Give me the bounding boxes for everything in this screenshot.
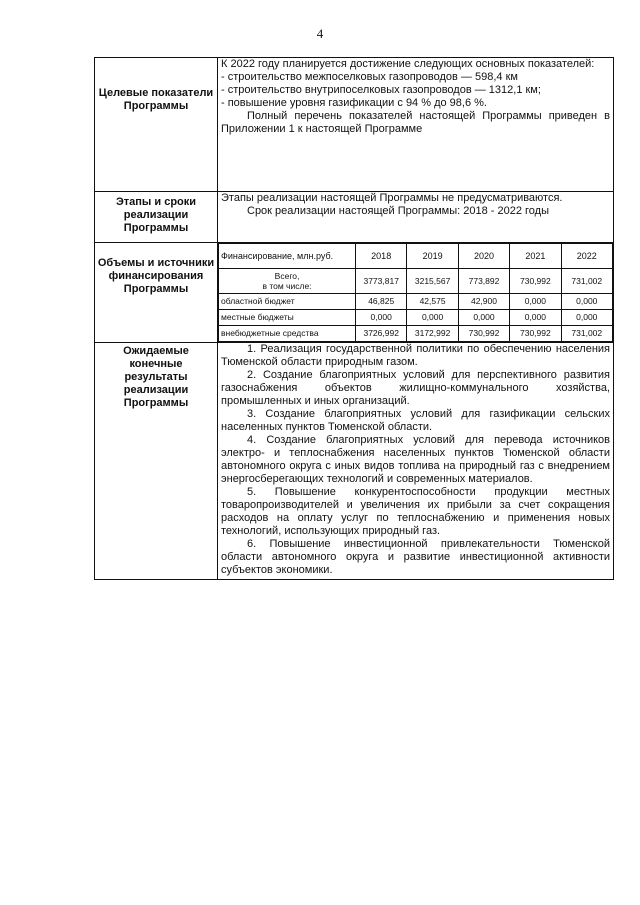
result-item: 1. Реализация государственной политики по обеспечению населения Тюменской области природным газом. <box>221 343 610 368</box>
label-targets: Целевые показатели Программы <box>95 58 218 192</box>
result-item: 5. Повышение конкурентоспособности продукции местных товаропроизводителей и увеличения их прибыли за счет сокращения расходов на оплату услуг по теплоснабжению и применения новых технологий, использующих природный газ. <box>221 486 610 537</box>
funding-header-cell: 2018 <box>356 244 407 269</box>
result-item: 2. Создание благоприятных условий для перспективного развития газоснабжения объектов жилищно-коммунального хозяйства, промышленных и иных организаций. <box>221 369 610 407</box>
targets-item: - повышение уровня газификации с 94 % до 98,6 %. <box>221 97 487 109</box>
funding-cell: 0,000 <box>458 310 509 326</box>
funding-row-label: внебюджетные средства <box>219 326 356 342</box>
targets-item: - строительство межпоселковых газопроводов — 598,4 км <box>221 71 518 83</box>
stages-text: Этапы реализации настоящей Программы не предусматриваются. <box>221 192 563 204</box>
label-stages: Этапы и сроки реализации Программы <box>95 192 218 243</box>
funding-cell: 730,992 <box>510 269 561 294</box>
funding-header-cell: 2021 <box>510 244 561 269</box>
funding-cell: 42,900 <box>458 294 509 310</box>
funding-cell: 3172,992 <box>407 326 458 342</box>
funding-row <box>219 294 613 310</box>
targets-reference: Полный перечень показателей настоящей Программы приведен в Приложении 1 к настоящей Программе <box>221 110 610 135</box>
content-targets <box>218 58 614 192</box>
result-item: 6. Повышение инвестиционной привлекательности Тюменской области автономного округа и развитие инвестиционной активности субъектов экономики. <box>221 538 610 576</box>
funding-row-label: областной бюджет <box>219 294 356 310</box>
funding-total-label <box>219 269 356 294</box>
funding-row <box>219 310 613 326</box>
targets-intro: К 2022 году планируется достижение следующих основных показателей: <box>221 58 595 70</box>
label-funding: Объемы и источники финансирования Программы <box>95 243 218 343</box>
content-stages <box>218 192 614 243</box>
result-item: 3. Создание благоприятных условий для газификации сельских населенных пунктов Тюменской области. <box>221 408 610 433</box>
funding-header-cell: 2019 <box>407 244 458 269</box>
funding-cell: 0,000 <box>510 294 561 310</box>
content-funding <box>218 243 614 343</box>
funding-cell: 42,575 <box>407 294 458 310</box>
funding-total-row <box>219 269 613 294</box>
funding-cell: 46,825 <box>356 294 407 310</box>
row-results <box>95 343 614 580</box>
targets-item: - строительство внутрипоселковых газопроводов — 1312,1 км; <box>221 84 541 96</box>
page-number: 4 <box>316 26 324 41</box>
stages-period: Срок реализации настоящей Программы: 2018 - 2022 годы <box>247 205 549 217</box>
funding-header-cell: 2022 <box>561 244 612 269</box>
funding-cell: 773,892 <box>458 269 509 294</box>
funding-cell: 730,992 <box>458 326 509 342</box>
program-passport-table <box>94 57 614 580</box>
content-results <box>218 343 614 580</box>
row-targets <box>95 58 614 192</box>
funding-cell: 731,002 <box>561 326 612 342</box>
funding-cell: 731,002 <box>561 269 612 294</box>
total-sublabel-text: в том числе: <box>262 281 312 291</box>
funding-cell: 0,000 <box>561 310 612 326</box>
funding-cell: 3726,992 <box>356 326 407 342</box>
row-funding <box>95 243 614 343</box>
funding-row-label: местные бюджеты <box>219 310 356 326</box>
funding-cell: 0,000 <box>356 310 407 326</box>
funding-cell: 3773,817 <box>356 269 407 294</box>
funding-header-cell: Финансирование, млн.руб. <box>219 244 356 269</box>
funding-cell: 0,000 <box>561 294 612 310</box>
total-label-text: Всего, <box>274 271 300 281</box>
funding-row <box>219 326 613 342</box>
funding-cell: 3215,567 <box>407 269 458 294</box>
label-results: Ожидаемые конечные результаты реализации Программы <box>95 343 218 580</box>
row-stages <box>95 192 614 243</box>
funding-header-cell: 2020 <box>458 244 509 269</box>
funding-table <box>218 243 613 342</box>
funding-cell: 0,000 <box>407 310 458 326</box>
funding-cell: 730,992 <box>510 326 561 342</box>
funding-cell: 0,000 <box>510 310 561 326</box>
result-item: 4. Создание благоприятных условий для перевода источников электро- и теплоснабжения населенных пунктов Тюменской области автономного округа с иных видов топлива на природный газ с внедрением энергосберегающих технологий и современных материалов. <box>221 434 610 485</box>
funding-header-row <box>219 244 613 269</box>
